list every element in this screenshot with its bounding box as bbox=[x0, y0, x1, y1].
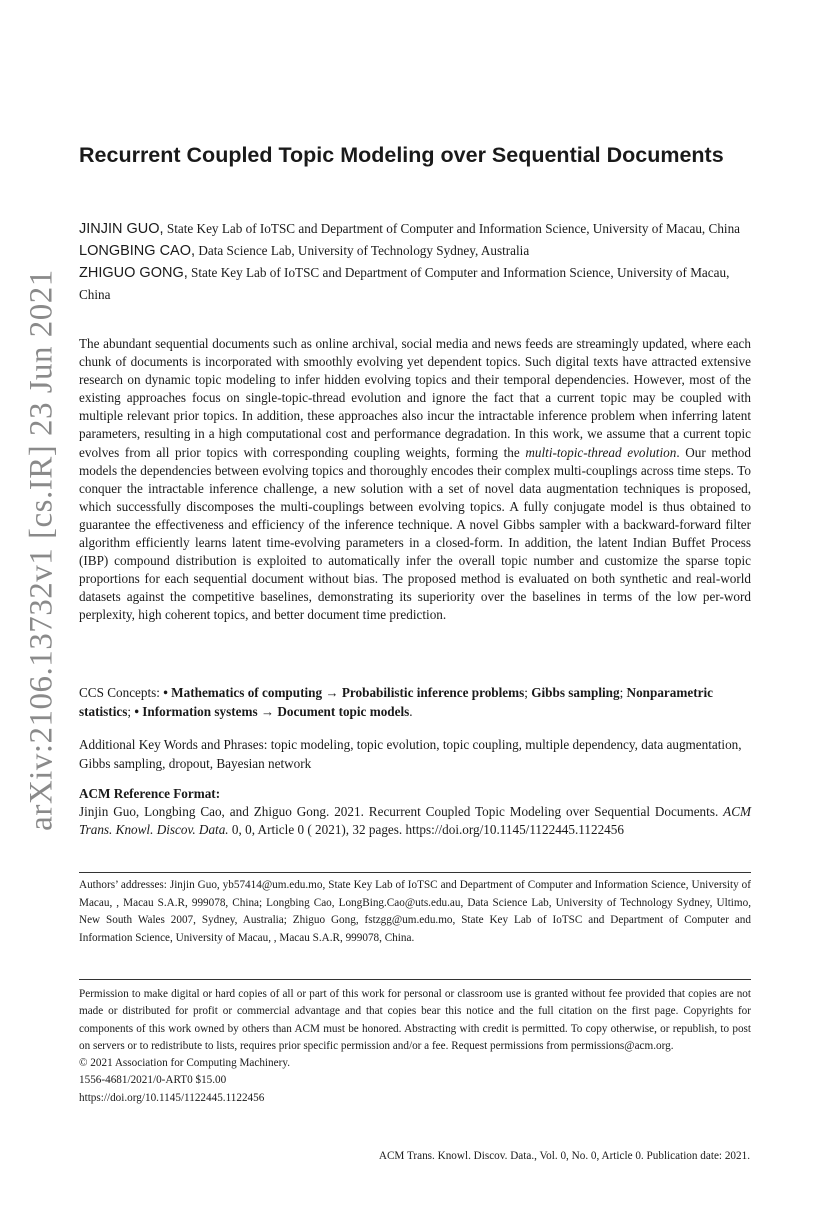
abstract bbox=[79, 335, 751, 625]
ccs-end: . bbox=[409, 704, 413, 719]
author-addresses: Authors’ addresses: Jinjin Guo, yb57414@um.edu.mo, State Key Lab of IoTSC and Department of Computer and Information Science, University of Macau, , Macau S.A.R, 999078, China; Longbing Cao, LongBing.Cao@uts.edu.au, Data Science Lab, University of Technology Sydney, Ultimo, New South Wales 2007, Sydney, Australia; Zhiguo Gong, fstzgg@um.edu.mo, State Key Lab of IoTSC and Department of Computer and Information Science, University of Macau, , Macau S.A.R, 999078, China. bbox=[79, 879, 751, 944]
author-affiliation: State Key Lab of IoTSC and Department of Computer and Information Science, University of Macau, China bbox=[163, 221, 741, 236]
ccs-separator: ; bbox=[127, 704, 135, 719]
page-footer: ACM Trans. Knowl. Discov. Data., Vol. 0, No. 0, Article 0. Publication date: 2021. bbox=[378, 1150, 750, 1162]
ccs-separator: ; bbox=[619, 685, 627, 700]
author-entry bbox=[79, 240, 751, 262]
permission-text: Permission to make digital or hard copies of all or part of this work for personal or classroom use is granted without fee provided that copies are not made or distributed for profit or commercial advantage and that copies bear this notice and the full citation on the first page. Copyrights for components of this work owned by others than ACM must be honored. Abstracting with credit is permitted. To copy otherwise, or republish, to post on servers or to redistribute to lists, requires prior specific permission and/or a fee. Request permissions from permissions@acm.org. bbox=[79, 988, 751, 1052]
ccs-label: CCS Concepts: bbox=[79, 685, 164, 700]
permission-divider bbox=[79, 979, 751, 980]
ccs-concept: Nonparametric statistics bbox=[79, 685, 713, 719]
keywords: Additional Key Words and Phrases: topic modeling, topic evolution, topic coupling, multiple dependency, data augmentation, Gibbs sampling, dropout, Bayesian network bbox=[79, 737, 742, 771]
abstract-text: . Our method models the dependencies between evolving topics and thoroughly encodes their complex multi-couplings across time steps. To conquer the intractable inference challenge, a new solution with a set of novel data augmentation techniques is proposed, which successfully discomposes the multi-couplings between evolving topics. A fully conjugate model is thus obtained to guarantee the effectiveness and efficiency of the inference technique. A novel Gibbs sampler with a backward-forward filter algorithm efficiently learns latent time-evolving parameters in a closed-form. In addition, the latent Indian Buffet Process (IBP) compound distribution is exploited to automatically infer the overall topic number and customize the sparse topic proportions for each sequential document without bias. The proposed method is evaluated on both synthetic and real-world datasets against the competitive baselines, demonstrating its superiority over the baselines in terms of the low per-word perplexity, high coherent topics, and better document time prediction. bbox=[79, 444, 751, 623]
paper-title: Recurrent Coupled Topic Modeling over Sequential Documents bbox=[79, 143, 724, 167]
acm-reference-citation: Jinjin Guo, Longbing Cao, and Zhiguo Gong. 2021. Recurrent Coupled Topic Modeling over Sequential Documents. bbox=[79, 804, 724, 819]
author-affiliation: State Key Lab of IoTSC and Department of Computer and Information Science, University of Macau, China bbox=[79, 265, 730, 302]
doi-link[interactable]: https://doi.org/10.1145/1122445.1122456 bbox=[79, 1091, 265, 1104]
abstract-text: The abundant sequential documents such as online archival, social media and news feeds are streamingly updated, where each chunk of documents is incorporated with smoothly evolving yet dependent topics. Such digital texts have attracted extensive research on dynamic topic modeling to infer hidden evolving topics and their temporal dependencies. However, most of the existing approaches focus on single-topic-thread evolution and ignore the fact that a current topic may be coupled with multiple relevant prior topics. In addition, these approaches also incur the intractable inference problem when inferring latent parameters, resulting in a high computational cost and performance degradation. In this work, we assume that a current topic evolves from all prior topics with corresponding coupling weights, forming the bbox=[79, 336, 751, 460]
author-entry bbox=[79, 262, 751, 306]
permission-notice bbox=[79, 986, 751, 1107]
ccs-concept: • Information systems → Document topic models bbox=[134, 704, 410, 719]
author-name: ZHIGUO GONG, bbox=[79, 265, 188, 281]
ccs-concept: • Mathematics of computing → Probabilistic inference problems bbox=[163, 685, 525, 700]
acm-reference bbox=[79, 785, 751, 839]
footnote-divider bbox=[79, 872, 751, 873]
ccs-concepts bbox=[79, 683, 751, 721]
author-affiliation: Data Science Lab, University of Technology Sydney, Australia bbox=[195, 243, 530, 258]
copyright-line: © 2021 Association for Computing Machinery. bbox=[79, 1057, 290, 1070]
arxiv-sidebar bbox=[14, 250, 70, 850]
author-name: JINJIN GUO, bbox=[79, 221, 164, 237]
issn-line: 1556-4681/2021/0-ART0 $15.00 bbox=[79, 1074, 227, 1087]
acm-reference-journal: ACM Trans. Knowl. Discov. Data. bbox=[79, 804, 751, 837]
acm-reference-heading: ACM Reference Format: bbox=[79, 786, 221, 801]
acm-reference-details: 0, 0, Article 0 ( 2021), 32 pages. https://doi.org/10.1145/1122445.1122456 bbox=[228, 822, 624, 837]
author-name: LONGBING CAO, bbox=[79, 243, 196, 259]
acm-reference-text bbox=[79, 803, 751, 839]
author-block bbox=[79, 218, 751, 306]
ccs-separator: ; bbox=[524, 685, 532, 700]
author-entry bbox=[79, 218, 751, 240]
arxiv-identifier: arXiv:2106.13732v1 [cs.IR] 23 Jun 2021 bbox=[23, 269, 60, 831]
abstract-emphasis: multi-topic-thread evolution bbox=[525, 444, 677, 460]
ccs-concept: Gibbs sampling bbox=[531, 685, 620, 700]
